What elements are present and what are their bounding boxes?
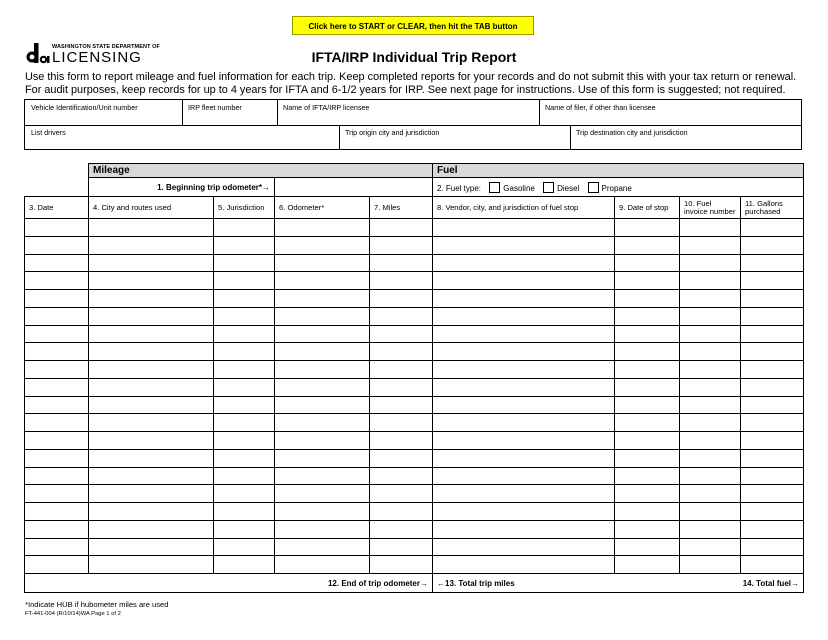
- table-cell[interactable]: [680, 254, 741, 272]
- table-cell[interactable]: [89, 361, 214, 379]
- table-cell[interactable]: [433, 272, 615, 290]
- table-cell[interactable]: [89, 449, 214, 467]
- trip-destination-field[interactable]: Trip destination city and jurisdiction: [576, 128, 688, 137]
- table-cell[interactable]: [275, 361, 370, 379]
- table-cell[interactable]: [89, 272, 214, 290]
- table-cell[interactable]: [680, 219, 741, 237]
- table-row: [25, 432, 804, 450]
- table-cell[interactable]: [89, 236, 214, 254]
- col-date-of-stop: 9. Date of stop: [615, 197, 680, 219]
- licensee-name-field[interactable]: Name of IFTA/IRP licensee: [283, 103, 370, 112]
- table-cell[interactable]: [370, 432, 433, 450]
- table-cell[interactable]: [275, 396, 370, 414]
- table-cell[interactable]: [680, 343, 741, 361]
- beginning-odometer-label: 1. Beginning trip odometer*→: [89, 178, 275, 197]
- totals-cell: [433, 574, 804, 593]
- table-cell[interactable]: [433, 414, 615, 432]
- table-cell[interactable]: [25, 414, 89, 432]
- table-cell[interactable]: [741, 449, 804, 467]
- table-cell[interactable]: [680, 325, 741, 343]
- table-cell[interactable]: [275, 556, 370, 574]
- table-cell[interactable]: [89, 467, 214, 485]
- table-cell[interactable]: [741, 361, 804, 379]
- table-cell[interactable]: [214, 219, 275, 237]
- table-cell[interactable]: [370, 290, 433, 308]
- trip-log-table: [24, 163, 804, 593]
- table-cell[interactable]: [25, 325, 89, 343]
- table-cell[interactable]: [680, 503, 741, 521]
- table-cell[interactable]: [741, 467, 804, 485]
- table-cell[interactable]: [89, 343, 214, 361]
- table-cell[interactable]: [214, 503, 275, 521]
- table-cell[interactable]: [275, 272, 370, 290]
- table-cell[interactable]: [370, 325, 433, 343]
- table-cell[interactable]: [741, 272, 804, 290]
- table-cell[interactable]: [214, 272, 275, 290]
- table-row: [25, 325, 804, 343]
- table-cell[interactable]: [680, 236, 741, 254]
- table-cell[interactable]: [370, 254, 433, 272]
- table-cell[interactable]: [275, 467, 370, 485]
- table-cell[interactable]: [615, 254, 680, 272]
- table-cell[interactable]: [275, 449, 370, 467]
- table-cell[interactable]: [433, 503, 615, 521]
- table-cell[interactable]: [214, 378, 275, 396]
- table-cell[interactable]: [89, 290, 214, 308]
- table-cell[interactable]: [25, 503, 89, 521]
- table-cell[interactable]: [433, 236, 615, 254]
- table-cell[interactable]: [370, 538, 433, 556]
- table-cell[interactable]: [25, 307, 89, 325]
- table-cell[interactable]: [25, 254, 89, 272]
- table-cell[interactable]: [214, 361, 275, 379]
- table-cell[interactable]: [433, 361, 615, 379]
- table-cell[interactable]: [89, 503, 214, 521]
- table-cell[interactable]: [741, 343, 804, 361]
- table-cell[interactable]: [615, 361, 680, 379]
- table-cell[interactable]: [25, 361, 89, 379]
- gasoline-checkbox[interactable]: [489, 182, 500, 193]
- table-cell[interactable]: [370, 343, 433, 361]
- table-cell[interactable]: [680, 378, 741, 396]
- table-cell[interactable]: [275, 219, 370, 237]
- table-cell[interactable]: [615, 396, 680, 414]
- table-cell[interactable]: [741, 378, 804, 396]
- table-cell[interactable]: [433, 538, 615, 556]
- table-row: [25, 219, 804, 237]
- table-cell[interactable]: [25, 272, 89, 290]
- table-cell[interactable]: [615, 467, 680, 485]
- table-cell[interactable]: [275, 520, 370, 538]
- fuel-section-title: Fuel: [433, 164, 804, 178]
- table-cell[interactable]: [433, 219, 615, 237]
- table-cell[interactable]: [275, 307, 370, 325]
- table-cell[interactable]: [680, 485, 741, 503]
- fuel-type-selector: 2. Fuel type: Gasoline Diesel Propane: [433, 178, 804, 197]
- table-cell[interactable]: [741, 538, 804, 556]
- trip-origin-field[interactable]: Trip origin city and jurisdiction: [345, 128, 440, 137]
- table-cell[interactable]: [615, 290, 680, 308]
- table-cell[interactable]: [615, 236, 680, 254]
- table-cell[interactable]: [25, 467, 89, 485]
- table-cell[interactable]: [741, 325, 804, 343]
- table-cell[interactable]: [741, 236, 804, 254]
- total-miles-label: ←13. Total trip miles: [437, 578, 515, 588]
- table-cell[interactable]: [615, 556, 680, 574]
- table-cell[interactable]: [615, 503, 680, 521]
- col-jurisdiction: 5. Jurisdiction: [214, 197, 275, 219]
- table-cell[interactable]: [214, 343, 275, 361]
- table-cell[interactable]: [370, 414, 433, 432]
- table-cell[interactable]: [433, 325, 615, 343]
- table-cell[interactable]: [433, 307, 615, 325]
- trip-header-fields: [24, 99, 802, 150]
- table-cell[interactable]: [680, 361, 741, 379]
- end-odometer-label: 12. End of trip odometer→: [25, 574, 433, 593]
- table-row: [25, 236, 804, 254]
- page-title: IFTA/IRP Individual Trip Report: [311, 49, 517, 65]
- table-cell[interactable]: [680, 556, 741, 574]
- table-row: [25, 361, 804, 379]
- table-cell[interactable]: [89, 325, 214, 343]
- table-cell[interactable]: [275, 290, 370, 308]
- table-cell[interactable]: [275, 503, 370, 521]
- table-cell[interactable]: [214, 254, 275, 272]
- table-cell[interactable]: [275, 485, 370, 503]
- table-cell[interactable]: [615, 325, 680, 343]
- table-cell[interactable]: [615, 378, 680, 396]
- table-cell[interactable]: [680, 520, 741, 538]
- table-cell[interactable]: [89, 378, 214, 396]
- table-cell[interactable]: [433, 432, 615, 450]
- table-cell[interactable]: [25, 485, 89, 503]
- table-cell[interactable]: [370, 307, 433, 325]
- table-cell[interactable]: [25, 219, 89, 237]
- table-cell[interactable]: [741, 254, 804, 272]
- table-row: [25, 378, 804, 396]
- table-cell[interactable]: [214, 485, 275, 503]
- table-row: [25, 449, 804, 467]
- table-row: [25, 520, 804, 538]
- table-cell[interactable]: [680, 467, 741, 485]
- table-cell[interactable]: [25, 538, 89, 556]
- table-cell[interactable]: [433, 290, 615, 308]
- table-cell[interactable]: [370, 272, 433, 290]
- table-cell[interactable]: [680, 396, 741, 414]
- table-cell[interactable]: [275, 538, 370, 556]
- start-clear-button[interactable]: Click here to START or CLEAR, then hit the TAB button: [292, 16, 534, 35]
- table-cell[interactable]: [433, 396, 615, 414]
- table-cell[interactable]: [615, 414, 680, 432]
- intro-text: Use this form to report mileage and fuel information for each trip. Keep completed reports for your records and do not submit this with your tax return or renewal. For audit purposes, keep records for up to 4 years for IFTA and 6-1/2 years for IRP. See next page for instructions. Use of this form is suggested; not required.: [25, 71, 797, 96]
- table-row: [25, 467, 804, 485]
- table-cell[interactable]: [89, 396, 214, 414]
- table-cell[interactable]: [25, 520, 89, 538]
- table-cell[interactable]: [615, 432, 680, 450]
- table-cell[interactable]: [615, 219, 680, 237]
- table-cell[interactable]: [89, 485, 214, 503]
- table-cell[interactable]: [275, 236, 370, 254]
- table-row: [25, 343, 804, 361]
- total-fuel-label: 14. Total fuel→: [742, 578, 799, 588]
- table-cell[interactable]: [89, 556, 214, 574]
- table-cell[interactable]: [741, 307, 804, 325]
- table-cell[interactable]: [741, 485, 804, 503]
- table-row: [25, 538, 804, 556]
- table-row: [25, 485, 804, 503]
- table-cell[interactable]: [370, 378, 433, 396]
- table-cell[interactable]: [89, 307, 214, 325]
- col-invoice-number: 10. Fuel invoice number: [680, 197, 741, 219]
- table-cell[interactable]: [214, 520, 275, 538]
- table-cell[interactable]: [214, 467, 275, 485]
- footnote: *Indicate HUB if hubometer miles are used: [25, 600, 169, 609]
- table-cell[interactable]: [741, 520, 804, 538]
- table-row: [25, 396, 804, 414]
- table-cell[interactable]: [615, 343, 680, 361]
- table-row: [25, 307, 804, 325]
- table-cell[interactable]: [433, 449, 615, 467]
- table-cell[interactable]: [433, 520, 615, 538]
- table-cell[interactable]: [433, 467, 615, 485]
- table-cell[interactable]: [89, 520, 214, 538]
- table-cell[interactable]: [214, 325, 275, 343]
- table-cell[interactable]: [214, 556, 275, 574]
- table-cell[interactable]: [741, 503, 804, 521]
- table-cell[interactable]: [275, 254, 370, 272]
- table-row: [25, 290, 804, 308]
- col-city-routes: 4. City and routes used: [89, 197, 214, 219]
- table-cell[interactable]: [680, 272, 741, 290]
- agency-brand: LICENSING: [52, 49, 142, 66]
- table-cell[interactable]: [25, 432, 89, 450]
- table-row: [25, 414, 804, 432]
- table-cell[interactable]: [25, 556, 89, 574]
- vin-field[interactable]: Vehicle Identification/Unit number: [31, 103, 138, 112]
- col-date: 3. Date: [25, 197, 89, 219]
- table-cell[interactable]: [680, 290, 741, 308]
- table-cell[interactable]: [370, 467, 433, 485]
- table-cell[interactable]: [214, 432, 275, 450]
- table-cell[interactable]: [275, 343, 370, 361]
- table-cell[interactable]: [275, 325, 370, 343]
- table-cell[interactable]: [433, 343, 615, 361]
- table-cell[interactable]: [370, 503, 433, 521]
- table-cell[interactable]: [741, 432, 804, 450]
- table-cell[interactable]: [741, 396, 804, 414]
- table-cell[interactable]: [214, 449, 275, 467]
- table-cell[interactable]: [433, 556, 615, 574]
- table-row: [25, 272, 804, 290]
- table-cell[interactable]: [370, 219, 433, 237]
- table-cell[interactable]: [433, 485, 615, 503]
- table-row: [25, 556, 804, 574]
- table-cell[interactable]: [275, 414, 370, 432]
- table-cell[interactable]: [275, 432, 370, 450]
- drivers-field[interactable]: List drivers: [31, 128, 66, 137]
- col-miles: 7. Miles: [370, 197, 433, 219]
- table-cell[interactable]: [615, 538, 680, 556]
- table-cell[interactable]: [214, 414, 275, 432]
- table-cell[interactable]: [214, 396, 275, 414]
- col-vendor: 8. Vendor, city, and jurisdiction of fuel stop: [433, 197, 615, 219]
- form-number: FT-441-004 (R/10/14)WA Page 1 of 2: [25, 611, 121, 617]
- table-cell[interactable]: [615, 449, 680, 467]
- table-row: [25, 503, 804, 521]
- table-cell[interactable]: [680, 432, 741, 450]
- table-cell[interactable]: [370, 361, 433, 379]
- table-cell[interactable]: [370, 520, 433, 538]
- table-cell[interactable]: [275, 378, 370, 396]
- propane-checkbox[interactable]: [588, 182, 599, 193]
- table-cell[interactable]: [741, 290, 804, 308]
- table-cell[interactable]: [370, 236, 433, 254]
- table-cell[interactable]: [680, 307, 741, 325]
- filer-name-field[interactable]: Name of filer, if other than licensee: [545, 103, 656, 112]
- fleet-number-field[interactable]: IRP fleet number: [188, 103, 242, 112]
- table-cell[interactable]: [370, 485, 433, 503]
- table-cell[interactable]: [741, 219, 804, 237]
- table-cell[interactable]: [25, 290, 89, 308]
- table-cell[interactable]: [615, 307, 680, 325]
- table-cell[interactable]: [615, 272, 680, 290]
- agency-name: WASHINGTON STATE DEPARTMENT OF: [52, 44, 161, 50]
- table-row: [25, 254, 804, 272]
- table-cell[interactable]: [89, 538, 214, 556]
- table-cell[interactable]: [214, 290, 275, 308]
- table-cell[interactable]: [741, 414, 804, 432]
- table-cell[interactable]: [680, 538, 741, 556]
- table-cell[interactable]: [433, 378, 615, 396]
- table-cell[interactable]: [615, 520, 680, 538]
- table-cell[interactable]: [680, 414, 741, 432]
- col-odometer: 6. Odometer*: [275, 197, 370, 219]
- table-cell[interactable]: [680, 449, 741, 467]
- table-cell[interactable]: [214, 236, 275, 254]
- table-cell[interactable]: [25, 236, 89, 254]
- beginning-odometer-input[interactable]: [275, 178, 433, 197]
- table-cell[interactable]: [214, 538, 275, 556]
- table-cell[interactable]: [25, 343, 89, 361]
- mileage-section-title: Mileage: [89, 164, 433, 178]
- table-cell[interactable]: [370, 449, 433, 467]
- table-cell[interactable]: [741, 556, 804, 574]
- table-cell[interactable]: [25, 396, 89, 414]
- col-gallons: 11. Gallons purchased: [741, 197, 804, 219]
- table-cell[interactable]: [370, 556, 433, 574]
- table-cell[interactable]: [370, 396, 433, 414]
- table-cell[interactable]: [89, 254, 214, 272]
- table-cell[interactable]: [89, 219, 214, 237]
- table-cell[interactable]: [615, 485, 680, 503]
- table-cell[interactable]: [214, 307, 275, 325]
- table-cell[interactable]: [89, 414, 214, 432]
- table-cell[interactable]: [25, 449, 89, 467]
- table-cell[interactable]: [89, 432, 214, 450]
- table-cell[interactable]: [433, 254, 615, 272]
- table-cell[interactable]: [25, 378, 89, 396]
- diesel-checkbox[interactable]: [543, 182, 554, 193]
